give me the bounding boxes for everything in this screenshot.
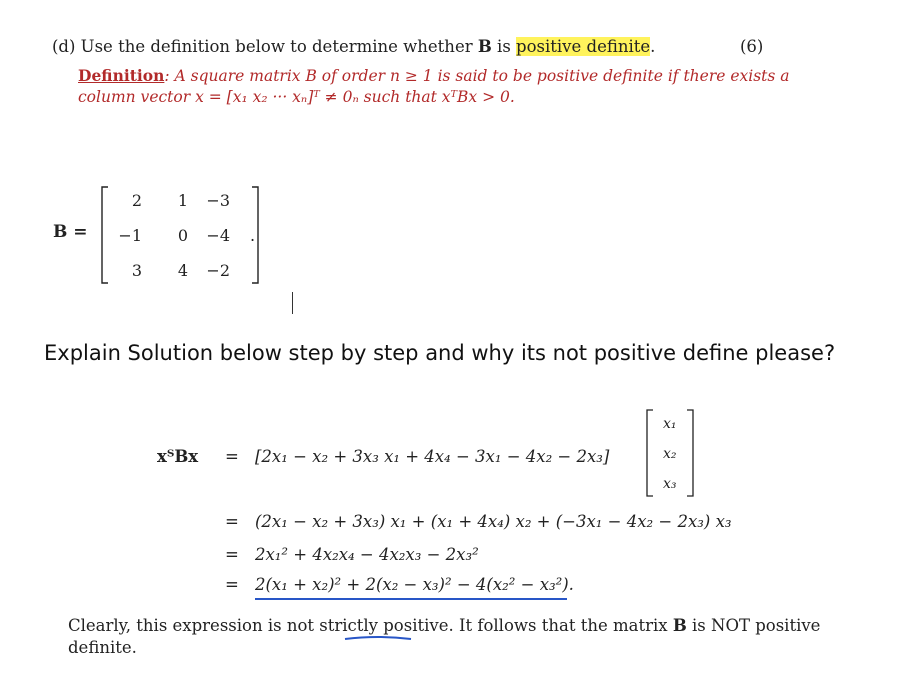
equals-sign: = xyxy=(225,545,239,564)
matrix-cell: −3 xyxy=(206,191,230,210)
equals-sign: = xyxy=(225,447,239,466)
matrix-cell: −4 xyxy=(206,226,230,245)
definition-line-2: column vector x = [x₁ x₂ ··· xₙ]ᵀ ≠ 0ₙ such that xᵀBx > 0. xyxy=(78,88,515,106)
matrix-cell: 2 xyxy=(131,191,142,210)
underlined-phrase: strictly positive xyxy=(319,616,449,635)
matrix-suffix: . xyxy=(250,226,256,245)
annotation-squiggle xyxy=(343,634,413,642)
annotation-underline xyxy=(255,598,567,600)
question-text-end: . xyxy=(650,37,656,56)
vector-entry: x₂ xyxy=(663,446,677,462)
definition-label: Definition xyxy=(78,66,165,85)
vector-entry: x₃ xyxy=(663,476,677,492)
solution-step-2: 2x₁² + 4x₂x₄ − 4x₂x₃ − 2x₃² xyxy=(255,545,479,564)
matrix-cell: 4 xyxy=(177,261,188,280)
matrix-cell: 0 xyxy=(177,226,188,245)
row-vector: [2x₁ − x₂ + 3x₃ x₁ + 4x₄ − 3x₁ − 4x₂ − 2x₃] xyxy=(255,447,610,466)
highlighted-term: positive definite xyxy=(516,37,651,56)
solution-step-1: (2x₁ − x₂ + 3x₃) x₁ + (x₁ + 4x₄) x₂ + (−3x₁ − 4x₂ − 2x₃) x₃ xyxy=(255,512,732,531)
marks: (6) xyxy=(740,37,764,56)
conclusion-line-1: Clearly, this expression is not strictly positive. It follows that the matrix B is NOT positive xyxy=(68,616,821,635)
equals-sign: = xyxy=(225,575,239,594)
prompt-text: Explain Solution below step by step and why its not positive define please? xyxy=(44,341,836,365)
text-cursor xyxy=(292,292,293,314)
column-vector xyxy=(645,408,695,498)
matrix-cell: −2 xyxy=(206,261,230,280)
equals-sign: = xyxy=(225,512,239,531)
solution-step-3: 2(x₁ + x₂)² + 2(x₂ − x₃)² − 4(x₂² − x₃²). xyxy=(255,575,574,594)
matrix-cell: 1 xyxy=(177,191,188,210)
conclusion-line-2: definite. xyxy=(68,638,137,657)
question-text-mid: is xyxy=(491,37,517,56)
question-symbol: B xyxy=(477,37,492,56)
matrix-b xyxy=(100,185,260,285)
vector-entry: x₁ xyxy=(663,416,677,432)
question-text-before: Use the definition below to determine whether xyxy=(75,37,478,56)
question-line xyxy=(52,37,655,56)
definition-line-1 xyxy=(78,66,790,85)
matrix-cell: 3 xyxy=(131,261,142,280)
matrix-label: B = xyxy=(53,222,88,242)
definition-text-1: : A square matrix B of order n ≥ 1 is said to be positive definite if there exists a xyxy=(164,67,790,85)
question-label: (d) xyxy=(52,37,76,56)
matrix-cell: −1 xyxy=(118,226,142,245)
solution-lhs: xᵀBx xyxy=(157,447,199,466)
